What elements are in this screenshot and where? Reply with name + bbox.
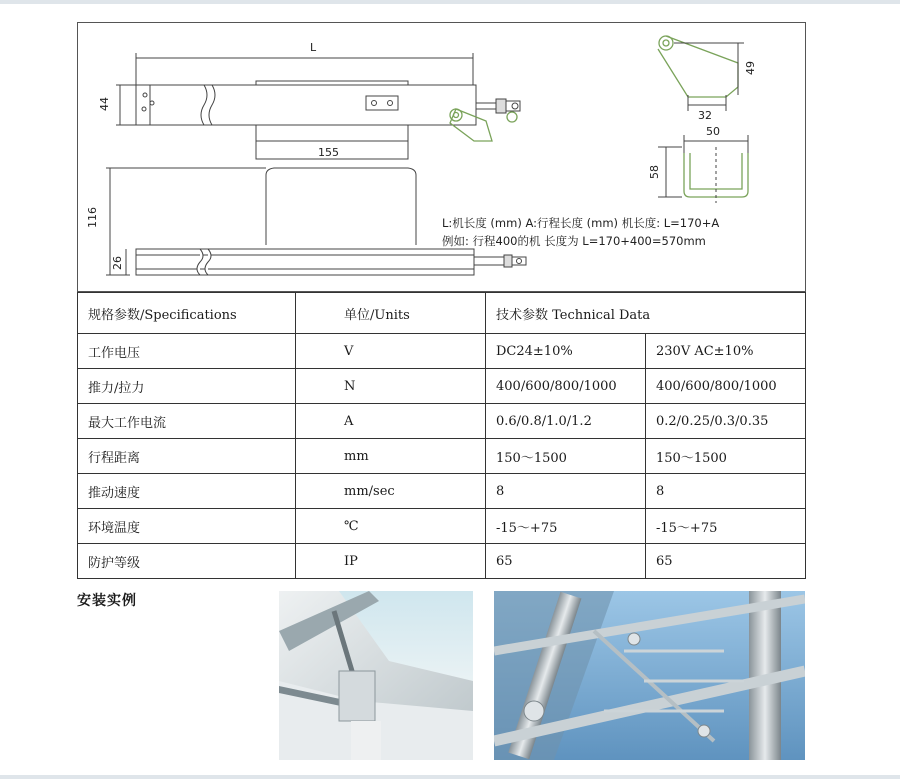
actuator-body-bottom: [136, 249, 474, 275]
spec-cell: 推动速度: [78, 474, 296, 509]
unit-cell: mm/sec: [296, 474, 486, 509]
installation-photo-skylight: [279, 591, 473, 760]
value-cell: 65: [646, 544, 806, 579]
value-cell: 150～1500: [646, 439, 806, 474]
table-row: [78, 474, 806, 509]
header-specifications: 规格参数/Specifications: [78, 293, 296, 334]
svg-text:58: 58: [648, 165, 661, 179]
spec-cell: 最大工作电流: [78, 404, 296, 439]
svg-text:32: 32: [698, 109, 712, 122]
value-cell: 230V AC±10%: [646, 334, 806, 369]
svg-text:26: 26: [111, 256, 124, 270]
value-cell: 0.2/0.25/0.3/0.35: [646, 404, 806, 439]
bottom-border-strip: [0, 775, 900, 779]
value-cell: DC24±10%: [486, 334, 646, 369]
table-row: [78, 369, 806, 404]
table-row: [78, 404, 806, 439]
actuator-body-top: [136, 85, 476, 125]
table-row: [78, 439, 806, 474]
length-example-note: 例如: 行程400的机 长度为 L=170+400=570mm: [442, 234, 706, 248]
table-row: [78, 544, 806, 579]
value-cell: 0.6/0.8/1.0/1.2: [486, 404, 646, 439]
actuator-drawing-svg: [78, 23, 805, 291]
length-dim-label: L: [310, 41, 317, 54]
header-units: 单位/Units: [296, 293, 486, 334]
length-formula-note: L:机长度 (mm) A:行程长度 (mm) 机长度: L=170+A: [442, 216, 720, 230]
svg-text:44: 44: [98, 97, 111, 111]
header-technical-data: 技术参数 Technical Data: [486, 293, 806, 334]
top-border-strip: [0, 0, 900, 4]
motor-housing: [266, 168, 416, 245]
spec-cell: 行程距离: [78, 439, 296, 474]
value-cell: -15～+75: [486, 509, 646, 544]
table-row: [78, 334, 806, 369]
value-cell: 8: [646, 474, 806, 509]
unit-cell: A: [296, 404, 486, 439]
installation-examples-title: 安装实例: [77, 593, 137, 609]
value-cell: 150～1500: [486, 439, 646, 474]
unit-cell: IP: [296, 544, 486, 579]
svg-text:50: 50: [706, 125, 720, 138]
spec-cell: 工作电压: [78, 334, 296, 369]
value-cell: 8: [486, 474, 646, 509]
unit-cell: V: [296, 334, 486, 369]
unit-cell: N: [296, 369, 486, 404]
table-row: [78, 509, 806, 544]
table-header-row: [78, 293, 806, 334]
specifications-table: [77, 292, 806, 579]
spec-cell: 推力/拉力: [78, 369, 296, 404]
value-cell: 400/600/800/1000: [486, 369, 646, 404]
unit-cell: ℃: [296, 509, 486, 544]
spec-cell: 防护等级: [78, 544, 296, 579]
value-cell: 400/600/800/1000: [646, 369, 806, 404]
value-cell: -15～+75: [646, 509, 806, 544]
installation-photo-glass-roof: [494, 591, 805, 760]
spec-cell: 环境温度: [78, 509, 296, 544]
svg-text:49: 49: [744, 61, 757, 75]
value-cell: 65: [486, 544, 646, 579]
technical-drawing: [77, 22, 806, 292]
unit-cell: mm: [296, 439, 486, 474]
svg-text:116: 116: [86, 207, 99, 228]
svg-text:155: 155: [318, 146, 339, 159]
